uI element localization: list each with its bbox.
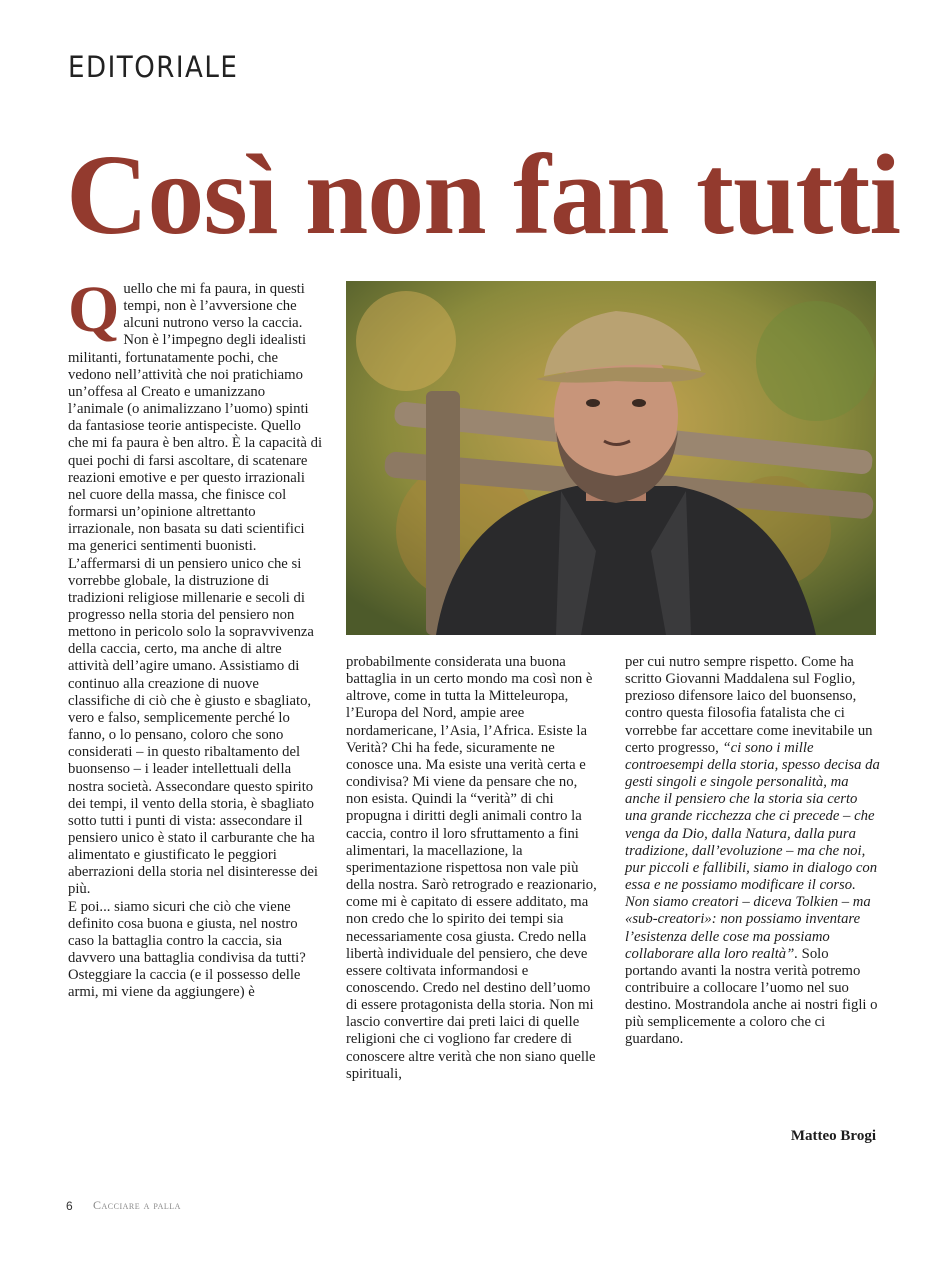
article-column-2 [346, 654, 602, 1083]
portrait-illustration [346, 281, 876, 635]
article-paragraph-4: probabilmente considerata una buona battaglia in un certo mondo ma così non è altrove, come in tutta la Mitteleuropa, l’Europa del Nord, ampie aree nordamericane, l’Asia, l’Africa. Esiste la Verità? Chi ha fede, sicuramente ne conosce una. Ma esiste una verità certa e condivisa? Mi viene da pensare che no, non esista. Quindi la “verità” di chi propugna i diritti degli animali contro la caccia, contro il loro sfruttamento a fini alimentari, la macellazione, la sperimentazione rispettosa non vale più della nostra. Sarò retrogrado e reazionario, come mi è capitato di essere additato, ma non credo che lo spirito dei tempi sia necessariamente cosa giusta. Credo nella libertà individuale del pensiero, che deve essere coltivata informandosi e conoscendo. Credo nel destino dell’uomo di essere protagonista della storia. Non mi lascio convertire dai preti laici di quelle religioni che ci vogliono far credere di conoscere altre verità che non siano quelle spirituali, [346, 654, 597, 1082]
section-label: EDITORIALE [68, 50, 239, 84]
quote-intro: per cui nutro sempre rispetto. Come ha scritto Giovanni Maddalena sul Foglio, prezioso difensore laico del buonsenso, contro questa filosofia fatalista che ci vorrebbe far accettare come inevitabile un certo progresso, [625, 654, 873, 756]
article-column-1 [68, 273, 324, 1002]
paragraph-1-text: uello che mi fa paura, in questi tempi, non è l’avversione che alcuni nutrono verso la caccia. Non è l’impegno degli idealisti militanti, fortunatamente pochi, che vedono nell’attività che noi pratichiamo un’offesa al Creato e umanizzano l’animale (o animalizzano l’uomo) spinti da fantasiose teorie antispeciste. Quello che mi fa paura è ben altro. È la capacità di quei pochi di farsi ascoltare, di scatenare reazioni emotive e per questo irrazionali nel cuore della massa, che finisce col formarsi un’opinione altrettanto irrazionale, non basata su dati scientifici ma generici sentimenti buonisti. [68, 281, 323, 555]
article-column-3 [625, 654, 881, 1049]
article-paragraph-2: L’affermarsi di un pensiero unico che si vorrebbe globale, la distruzione di tradizioni religiose millenarie e secoli di progresso nella storia del pensiero non mettono in pericolo solo la sopravvivenza della caccia, certo, ma anche di altre attività dell’agire umano. Assistiamo di continuo alla creazione di nuove classifiche di ciò che è giusto e sbagliato, vero e falso, semplicemente perché lo fanno, o lo pensano, coloro che sono considerati – in questo ribaltamento del buonsenso – i leader intellettuali della nostra società. Assecondare questo spirito dei tempi, il vento della storia, è sbagliato sotto tutti i punti di vista: assecondare il pensiero unico è stato il carburante che ha alimentato e giustificato le peggiori aberrazioni della storia nel disinteresse dei più. [68, 555, 318, 898]
tolkien-quote: “ci sono i mille controesempi della storia, spesso decisa da gesti singoli e singole personalità, ma anche il pensiero che la storia sia certo una grande ricchezza che ci precede – che venga da Dio, dalla Natura, dalla pura tradizione, dall’evoluzione – ma che noi, pur piccoli e fallibili, siamo in dialogo con essa e ne possiamo modificare il corso. Non siamo creatori – diceva Tolkien – ma «sub-creatori»: non possiamo inventare l’esistenza delle cose ma possiamo collaborare alla loro realtà”. [625, 739, 880, 962]
headline: Così non fan tutti [66, 131, 900, 258]
quote-outro: Solo portando avanti la nostra verità potremo contribuire a collocare l’uomo nel suo destino. Mostrandola anche ai nostri figli o più semplicemente a coloro che ci guardano. [625, 945, 878, 1048]
page-number: 6 [66, 1199, 73, 1213]
article-paragraph-3: E poi... siamo sicuri che ciò che viene definito cosa buona e giusta, nel nostro caso la battaglia contro la caccia, sia davvero una battaglia condivisa da tutti? Osteggiare la caccia (e il possesso delle armi, mi viene da aggiungere) è [68, 898, 306, 1001]
article-paragraph-5 [625, 654, 881, 1049]
author-byline: Matteo Brogi [790, 1128, 876, 1144]
article-paragraph-1 [68, 273, 324, 556]
portrait-photo [346, 281, 876, 635]
magazine-name: Cacciare a palla [93, 1198, 181, 1212]
drop-cap: Q [68, 273, 120, 346]
